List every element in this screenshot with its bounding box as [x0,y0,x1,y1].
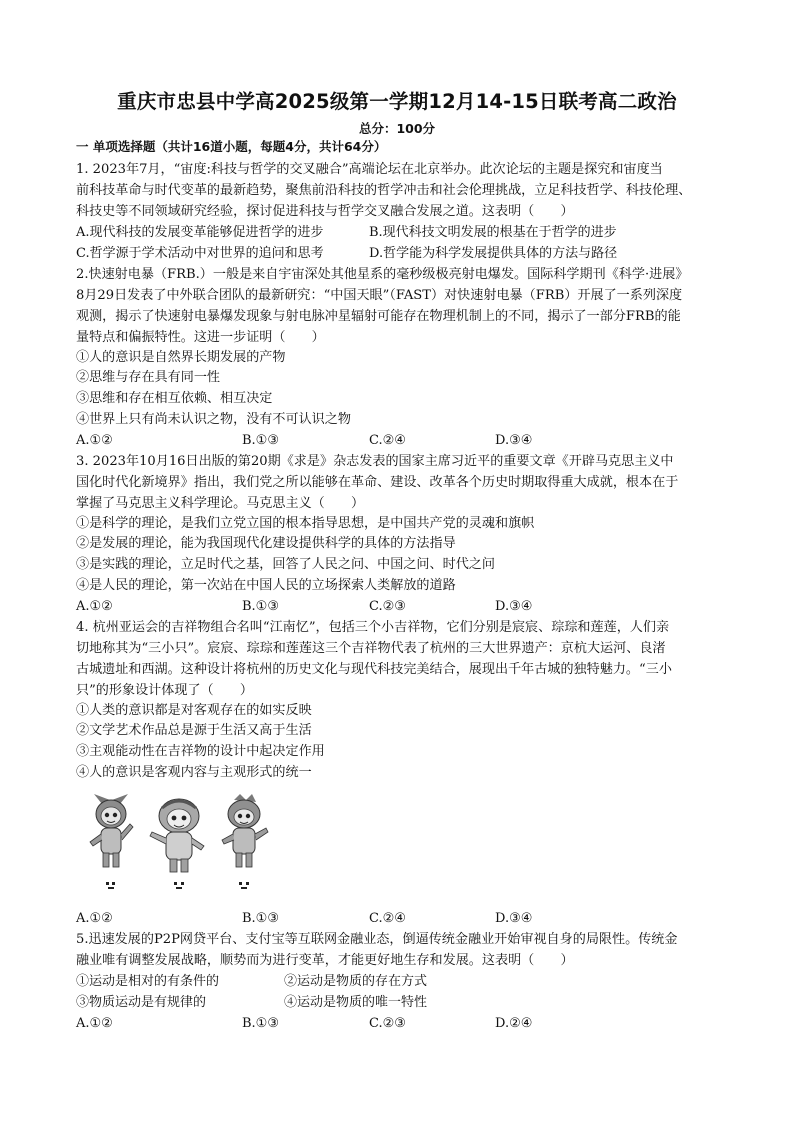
total-score: 总分：100分 [358,121,436,136]
q2-stem-line-2: 8月29日发表了中外联合团队的最新研究：“中国天眼”（FAST）对快速射电暴（FRB）开展了一系列深度 [76,288,683,303]
q2-statement-3: ③思维和存在相互依赖、相互决定 [76,391,273,406]
q4-stem-line-1: 4. 杭州亚运会的吉祥物组合名叫“江南忆”，包括三个小吉祥物，它们分别是宸宸、琮琮和莲莲，人们亲 [76,620,670,635]
q2-statement-4: ④世界上只有尚未认识之物，没有不可认识之物 [76,412,351,427]
page-title: 重庆市忠县中学高2025级第一学期12月14-15日联考高二政治 [117,90,677,113]
q3-stem-line-1: 3. 2023年10月16日出版的第20期《求是》杂志发表的国家主席习近平的重要文章《开辟马克思主义中 [76,454,674,469]
q3-stem-line-3: 掌握了马克思主义科学理论。马克思主义（ ） [76,496,365,511]
q3-option-c: C.②③ [369,599,406,614]
mascot-chenchen [150,799,204,889]
q5-statement-3: ③物质运动是有规律的 [76,995,207,1010]
q5-stem-line-2: 融业唯有调整发展战略，顺势而为进行变革，才能更好地生存和发展。这表明（ ） [76,953,574,968]
q2-option-d: D.③④ [495,433,533,448]
mascot-lianlian [222,794,268,889]
q1-option-d: D.哲学能为科学发展提供具体的方法与路径 [369,246,618,261]
mascots-illustration [84,794,274,896]
q4-option-d: D.③④ [495,911,533,926]
q4-statement-1: ①人类的意识都是对客观存在的如实反映 [76,703,312,718]
q5-statement-2: ②运动是物质的存在方式 [284,974,428,989]
q1-stem-line-3: 科技史等不同领域研究经验，探讨促进科技与哲学交叉融合发展之道。这表明（ ） [76,204,574,219]
q4-statement-2: ②文学艺术作品总是源于生活又高于生活 [76,723,312,738]
q3-option-d: D.③④ [495,599,533,614]
q5-option-b: B.①③ [242,1016,279,1031]
q5-statement-1: ①运动是相对的有条件的 [76,974,220,989]
q3-statement-2: ②是发展的理论，能为我国现代化建设提供科学的具体的方法指导 [76,536,456,551]
q2-stem-line-4: 量特点和偏振特性。这进一步证明（ ） [76,330,325,345]
q5-option-a: A.①② [76,1016,113,1031]
mascot-congcong [90,794,133,889]
q3-option-a: A.①② [76,599,113,614]
q4-stem-line-4: 只”的形象设计体现了（ ） [76,683,253,698]
q3-option-b: B.①③ [242,599,279,614]
q2-option-b: B.①③ [242,433,279,448]
q3-statement-4: ④是人民的理论，第一次站在中国人民的立场探索人类解放的道路 [76,578,456,593]
q1-option-a: A.现代科技的发展变革能够促进哲学的进步 [76,225,324,240]
section-heading: 一 单项选择题（共计16道小题，每题4分，共计64分） [76,139,387,154]
q4-option-c: C.②④ [369,911,406,926]
q5-stem-line-1: 5.迅速发展的P2P网贷平台、支付宝等互联网金融业态，倒逼传统金融业开始审视自身的局限性。传统金 [76,932,678,947]
q4-option-b: B.①③ [242,911,279,926]
q5-statement-4: ④运动是物质的唯一特性 [284,995,428,1010]
q4-stem-line-2: 切地称其为“三小只”。宸宸、琮琮和莲莲这三个吉祥物代表了杭州的三大世界遗产：京杭大运河、良渚 [76,641,666,656]
q4-statement-4: ④人的意识是客观内容与主观形式的统一 [76,765,312,780]
q1-stem-line-2: 前科技革命与时代变革的最新趋势，聚焦前沿科技的哲学冲击和社会伦理挑战，立足科技哲学、科技伦理、 [76,183,692,198]
q2-option-a: A.①② [76,433,113,448]
q3-stem-line-2: 国化时代化新境界》指出，我们党之所以能够在革命、建设、改革各个历史时期取得重大成就，根本在于 [76,475,679,490]
q3-statement-3: ③是实践的理论，立足时代之基，回答了人民之问、中国之问、时代之问 [76,557,495,572]
q1-stem-line-1: 1. 2023年7月，“宙度:科技与哲学的交叉融合”高端论坛在北京举办。此次论坛的主题是探究和宙度当 [76,162,663,177]
q3-statement-1: ①是科学的理论，是我们立党立国的根本指导思想，是中国共产党的灵魂和旗帜 [76,516,535,531]
q2-statement-1: ①人的意识是自然界长期发展的产物 [76,350,286,365]
q5-option-c: C.②③ [369,1016,406,1031]
q4-stem-line-3: 古城遗址和西湖。这种设计将杭州的历史文化与现代科技完美结合，展现出千年古城的独特魅力。“三小 [76,662,672,677]
q1-option-c: C.哲学源于学术活动中对世界的追问和思考 [76,246,324,261]
q4-option-a: A.①② [76,911,113,926]
q2-stem-line-3: 观测，揭示了快速射电暴爆发现象与射电脉冲星辐射可能存在物理机制上的不同，揭示了一部分FRB的能 [76,309,681,324]
q2-statement-2: ②思维与存在具有同一性 [76,370,221,385]
q2-option-c: C.②④ [369,433,406,448]
q5-option-d: D.②④ [495,1016,533,1031]
q2-stem-line-1: 2.快速射电暴（FRB.）一般是来自宇宙深处其他星系的毫秒级极亮射电爆发。国际科学期刊《科学·进展》 [76,267,689,282]
q4-statement-3: ③主观能动性在吉祥物的设计中起决定作用 [76,744,325,759]
q1-option-b: B.现代科技文明发展的根基在于哲学的进步 [369,225,617,240]
